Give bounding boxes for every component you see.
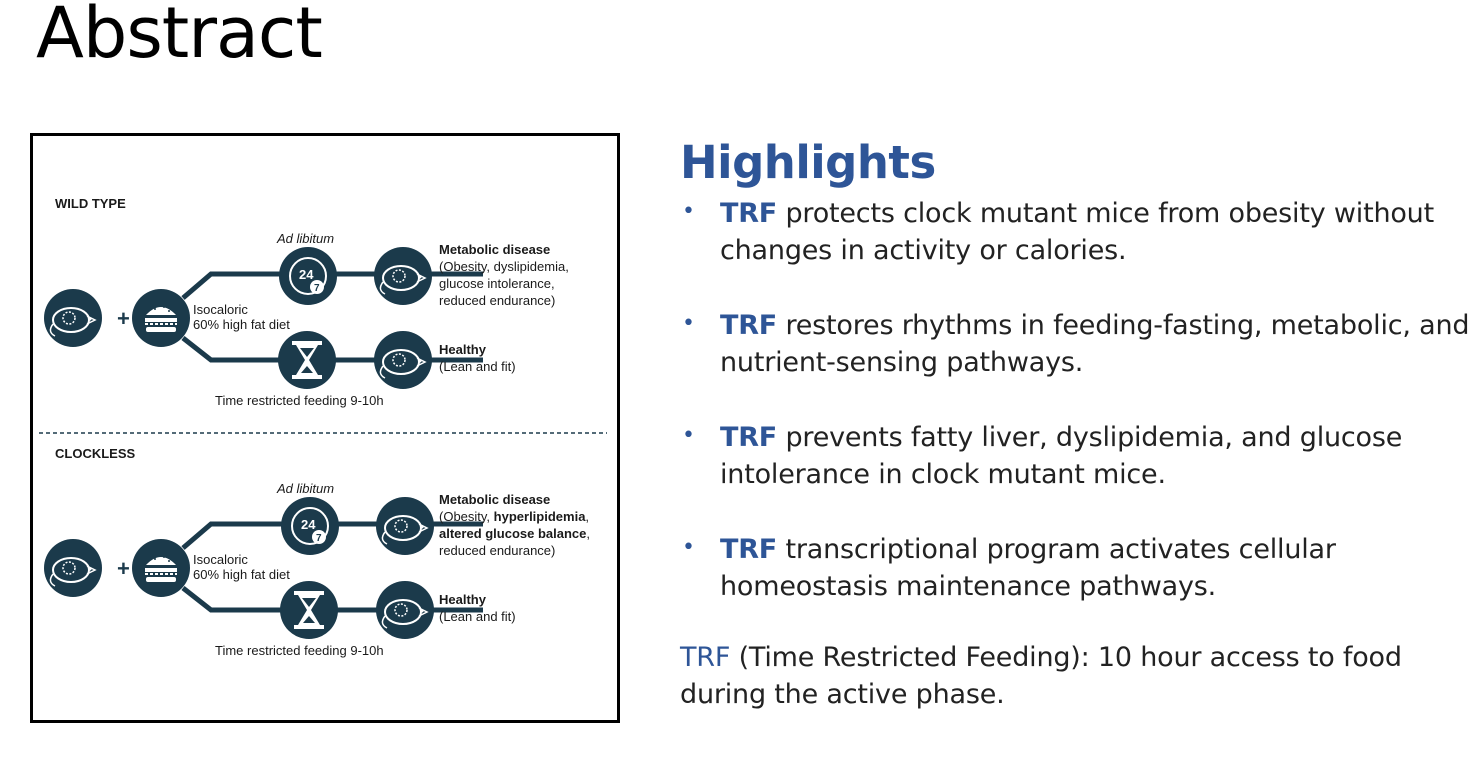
highlight-text: protects clock mutant mice from obesity without changes in activity or calories. [720, 198, 1434, 266]
bullet-icon: • [682, 423, 695, 448]
healthy-sub: (Lean and fit) [439, 609, 516, 624]
diet-label: 60% high fat diet [193, 317, 290, 332]
highlight-item [680, 307, 1480, 381]
outcome-title: Metabolic disease [439, 492, 551, 507]
highlights-list [680, 195, 1480, 605]
outcome-title: Metabolic disease [439, 242, 551, 257]
trf-caption: Time restricted feeding 9-10h [215, 393, 384, 408]
clock-24-7-icon [279, 247, 337, 305]
outcome-line: altered glucose balance, [439, 526, 591, 541]
outcome-line: glucose intolerance, [439, 276, 555, 291]
plus-sign: + [117, 556, 130, 581]
diet-label: Isocaloric [193, 552, 248, 567]
graphical-abstract-figure [30, 133, 620, 723]
highlights-section [680, 136, 1480, 713]
outcome-line: reduced endurance) [439, 543, 556, 558]
mouse-icon [44, 289, 102, 347]
outcome-line: (Obesity, dyslipidemia, [439, 259, 569, 274]
svg-text:7: 7 [314, 283, 320, 294]
highlight-item [680, 531, 1480, 605]
ad-libitum-label: Ad libitum [277, 481, 335, 496]
outcome-line: (Obesity, hyperlipidemia, [439, 509, 590, 524]
svg-text:24: 24 [301, 517, 316, 532]
highlight-item [680, 419, 1480, 493]
panel-label: CLOCKLESS [55, 446, 136, 461]
bullet-icon: • [682, 199, 695, 224]
diet-label: 60% high fat diet [193, 567, 290, 582]
trf-definition-note [680, 639, 1480, 713]
graphical-abstract-svg [33, 136, 617, 720]
mouse-icon [44, 539, 102, 597]
note-text: (Time Restricted Feeding): 10 hour access to food during the active phase. [680, 642, 1402, 710]
highlights-title: Highlights [680, 136, 936, 189]
highlight-keyword: TRF [720, 310, 778, 341]
healthy-title: Healthy [439, 342, 486, 357]
svg-text:24: 24 [299, 267, 314, 282]
mouse-icon [376, 581, 434, 639]
panel-clockless [44, 446, 590, 658]
trf-caption: Time restricted feeding 9-10h [215, 643, 384, 658]
highlight-text: prevents fatty liver, dyslipidemia, and glucose intolerance in clock mutant mice. [720, 422, 1403, 490]
hourglass-icon [278, 331, 336, 389]
mouse-icon [374, 331, 432, 389]
clock-24-7-icon [281, 497, 339, 555]
mouse-icon [376, 497, 434, 555]
plus-sign: + [117, 306, 130, 331]
outcome-line: reduced endurance) [439, 293, 556, 308]
svg-text:7: 7 [316, 533, 322, 544]
panel-label: WILD TYPE [55, 196, 126, 211]
ad-libitum-label: Ad libitum [277, 231, 335, 246]
burger-icon [132, 289, 190, 347]
healthy-title: Healthy [439, 592, 486, 607]
bullet-icon: • [682, 535, 695, 560]
highlight-keyword: TRF [720, 534, 778, 565]
highlight-item [680, 195, 1480, 269]
highlight-text: transcriptional program activates cellular homeostasis maintenance pathways. [720, 534, 1336, 602]
highlight-text: restores rhythms in feeding-fasting, metabolic, and nutrient-sensing pathways. [720, 310, 1470, 378]
burger-icon [132, 539, 190, 597]
mouse-icon [374, 247, 432, 305]
hourglass-icon [280, 581, 338, 639]
highlight-keyword: TRF [720, 422, 778, 453]
healthy-sub: (Lean and fit) [439, 359, 516, 374]
note-keyword: TRF [680, 642, 731, 673]
bullet-icon: • [682, 311, 695, 336]
highlight-keyword: TRF [720, 198, 778, 229]
panel-wild-type [44, 196, 569, 408]
diet-label: Isocaloric [193, 302, 248, 317]
slide-title: Abstract [36, 0, 322, 74]
